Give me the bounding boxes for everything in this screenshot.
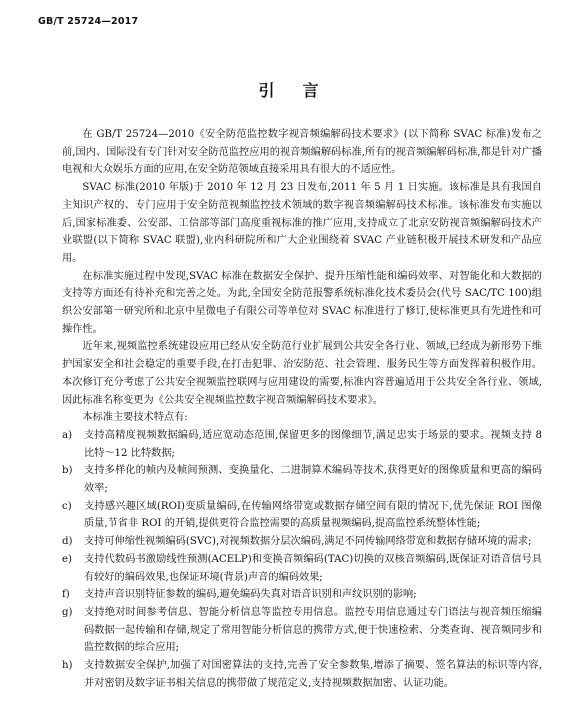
- paragraph: 在 GB/T 25724—2010《安全防范监控数字视音频编解码技术要求》(以下简称 SVAC 标准)发布之前,国内、国际没有专门针对安全防范监控应用的视音频编解码标准,所有的视音频编解码标准,都是针对广播电视和大众娱乐方面的应用,在安全防范领域直接采用具有很大的不适应性。: [62, 129, 542, 176]
- list-item: [62, 462, 542, 497]
- list-item: [62, 657, 542, 692]
- list-marker: b): [62, 465, 73, 477]
- paragraph: 近年来,视频监控系统建设应用已经从安全防范行业扩展到公共安全各行业、领域,已经成为新形势下维护国家安全和社会稳定的重要手段,在打击犯罪、治安防范、社会管理、服务民生等方面发挥着积极作用。本次修订充分考虑了公共安全视频监控联网与应用建设的需要,标准内容普遍适用于公共安全各行业、领域,因此标准名称变更为《公共安全视频监控数字视音频编解码技术要求》。: [62, 341, 542, 406]
- list-marker: e): [62, 553, 73, 565]
- page-title: 引言: [258, 81, 347, 100]
- list-item: [62, 498, 542, 533]
- list-item: [62, 604, 542, 657]
- list-item-text: 支持数据安全保护,加强了对国密算法的支持,完善了安全参数集,增添了摘要、签名算法的标识等内容,并对密钥及数字证书相关信息的携带做了规范定义,支持视频数据加密、认证功能。: [84, 660, 542, 689]
- document-body: [62, 126, 542, 693]
- list-marker: g): [62, 606, 73, 618]
- list-item: [62, 551, 542, 586]
- standard-number: GB/T 25724—2017: [38, 16, 139, 27]
- list-item-text: 支持多样化的帧内及帧间预测、变换量化、二进制算术编码等技术,获得更好的图像质量和更高的编码效率;: [84, 465, 542, 495]
- list-marker: h): [62, 660, 73, 672]
- list-item-text: 支持声音识别特征参数的编码,避免编码失真对语音识别和声纹识别的影响;: [84, 589, 417, 601]
- list-item-text: 支持高精度视频数据编码,适应宽动态范围,保留更多的图像细节,满足忠实于场景的要求。视频支持 8 比特～12 比特数据;: [84, 429, 542, 459]
- list-item: [62, 533, 542, 551]
- list-item-text: 支持可伸缩性视频编码(SVC),对视频数据分层次编码,满足不同传输网络带宽和数据存储环境的需求;: [84, 536, 532, 548]
- list-marker: c): [62, 500, 72, 512]
- paragraph: 本标准主要技术特点有:: [82, 412, 188, 424]
- list-marker: d): [62, 536, 73, 548]
- feature-list: [62, 427, 542, 693]
- list-item-text: 支持绝对时间参考信息、智能分析信息等监控专用信息。监控专用信息通过专门语法与视音频压缩编码数据一起传输和存储,规定了常用智能分析信息的携带方式,便于快速检索、分类查询、视音频同步和监控数据的综合应用;: [84, 606, 542, 654]
- paragraph: 在标准实施过程中发现,SVAC 标准在数据安全保护、提升压缩性能和编码效率、对智能化和大数据的支持等方面还有待补充和完善之处。为此,全国安全防范报警系统标准化技术委员会(代号 SAC/TC 100)组织公安部第一研究所和北京中星微电子有限公司等单位对 SVAC 标准进行了修订,使标准更具有先进性和可操作性。: [62, 270, 542, 335]
- list-marker: a): [62, 429, 73, 441]
- list-item-text: 支持感兴趣区域(ROI)变质量编码,在传输网络带宽或数据存储空间有限的情况下,优先保证 ROI 图像质量,节省非 ROI 的开销,提供更符合监控需要的高质量视频编码,提高监控系统整体性能;: [84, 500, 542, 530]
- list-item: [62, 427, 542, 462]
- list-marker: f): [62, 589, 70, 601]
- list-item: [62, 586, 542, 604]
- paragraph: SVAC 标准(2010 年版)于 2010 年 12 月 23 日发布,2011 年 5 月 1 日实施。该标准是具有我国自主知识产权的、专门应用于安全防范视频监控技术领域的数字视音频编解码技术标准。该标准发布实施以后,国家标准委、公安部、工信部等部门高度重视标准的推广应用,支持成立了北京安防视音频编解码技术产业联盟(以下简称 SVAC 联盟),业内科研院所和广大企业围绕着 SVAC 产业链积极开展技术研发和产品应用。: [62, 182, 542, 264]
- list-item-text: 支持代数码书激励线性预测(ACELP)和变换音频编码(TAC)切换的双核音频编码,既保证对语音信号具有较好的编码效果,也保证环境(背景)声音的编码效果;: [84, 553, 542, 583]
